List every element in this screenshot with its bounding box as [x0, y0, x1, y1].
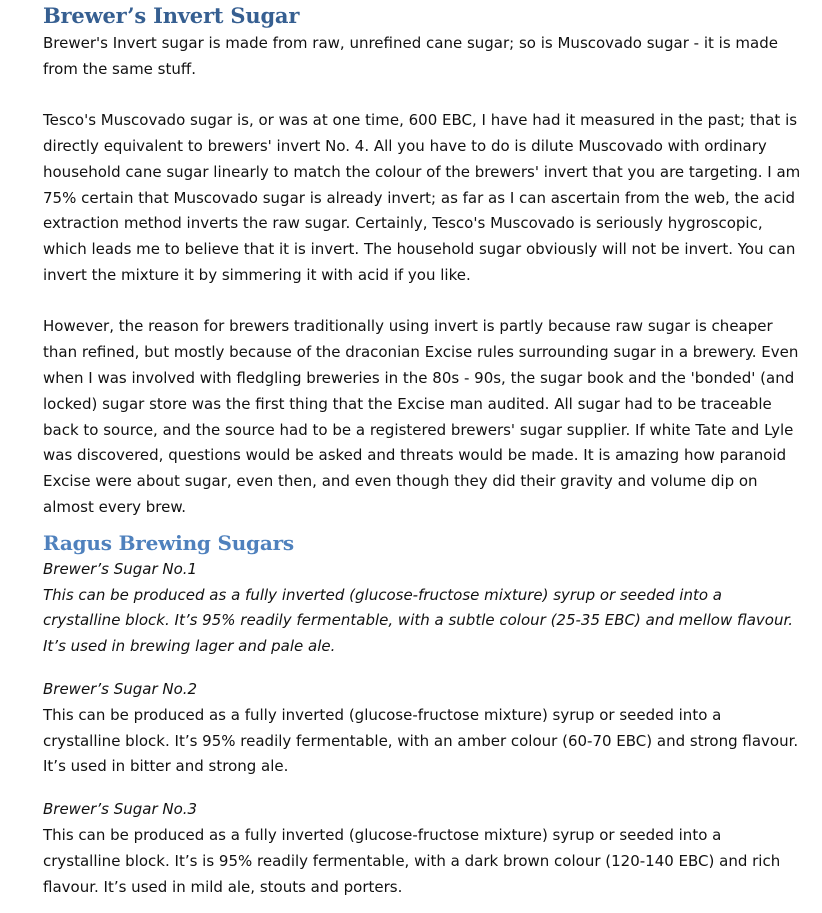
paragraph-spacer: [43, 289, 803, 315]
sugar-1-name: Brewer’s Sugar No.1: [43, 559, 198, 578]
paragraph-intro: Brewer's Invert sugar is made from raw, unrefined cane sugar; so is Muscovado sugar - it is made from the same stuff.: [43, 34, 778, 78]
paragraph-excise: However, the reason for brewers traditionally using invert is partly because raw sugar is cheaper than refined, but mostly because of the draconian Excise rules surrounding sugar in a brewery. Even when I was involved with fledgling breweries in the 80s - 90s, the sugar book and the 'bonded' (and locked) sugar store was the first thing that the Excise man audited. All sugar had to be traceable back to source, and the source had to be a registered brewers' sugar supplier. If white Tate and Lyle was discovered, questions would be asked and threats would be made. It is amazing how paranoid Excise were about sugar, even then, and even though they did their gravity and volume dip on almost every brew.: [43, 317, 799, 516]
item-spacer: [43, 660, 803, 677]
paragraph-muscovado: Tesco's Muscovado sugar is, or was at one time, 600 EBC, I have had it measured in the past; that is directly equivalent to brewers' invert No. 4. All you have to do is dilute Muscovado with ordinary household cane sugar linearly to match the colour of the brewers' invert that you are targeting. I am 75% certain that Muscovado sugar is already invert; as far as I can ascertain from the web, the acid extraction method inverts the raw sugar. Certainly, Tesco's Muscovado is seriously hygroscopic, which leads me to believe that it is invert. The household sugar obviously will not be invert. You can invert the mixture it by simmering it with acid if you like.: [43, 111, 801, 284]
paragraph-spacer: [43, 83, 803, 109]
document-page: [43, 0, 803, 900]
sugar-1-description: This can be produced as a fully inverted (glucose-fructose mixture) syrup or seeded into a crystalline block. It’s 95% readily fermentable, with a subtle colour (25-35 EBC) and mellow flavour. It’s used in brewing lager and pale ale.: [43, 585, 794, 656]
section-spacer: [43, 521, 803, 529]
sugar-2-description: This can be produced as a fully inverted (glucose-fructose mixture) syrup or seeded into a crystalline block. It’s 95% readily fermentable, with an amber colour (60-70 EBC) and strong flavour. It’s used in bitter and strong ale.: [43, 705, 799, 776]
sugar-3-name: Brewer’s Sugar No.3: [43, 800, 198, 819]
heading-brewers-invert-sugar: Brewer’s Invert Sugar: [43, 3, 300, 28]
sugar-2-name: Brewer’s Sugar No.2: [43, 679, 198, 698]
heading-ragus-brewing-sugars: Ragus Brewing Sugars: [43, 530, 294, 555]
sugar-3-description: This can be produced as a fully inverted (glucose-fructose mixture) syrup or seeded into a crystalline block. It’s is 95% readily fermentable, with a dark brown colour (120-140 EBC) and rich flavour. It’s used in mild ale, stouts and porters.: [43, 825, 781, 896]
item-spacer: [43, 780, 803, 797]
